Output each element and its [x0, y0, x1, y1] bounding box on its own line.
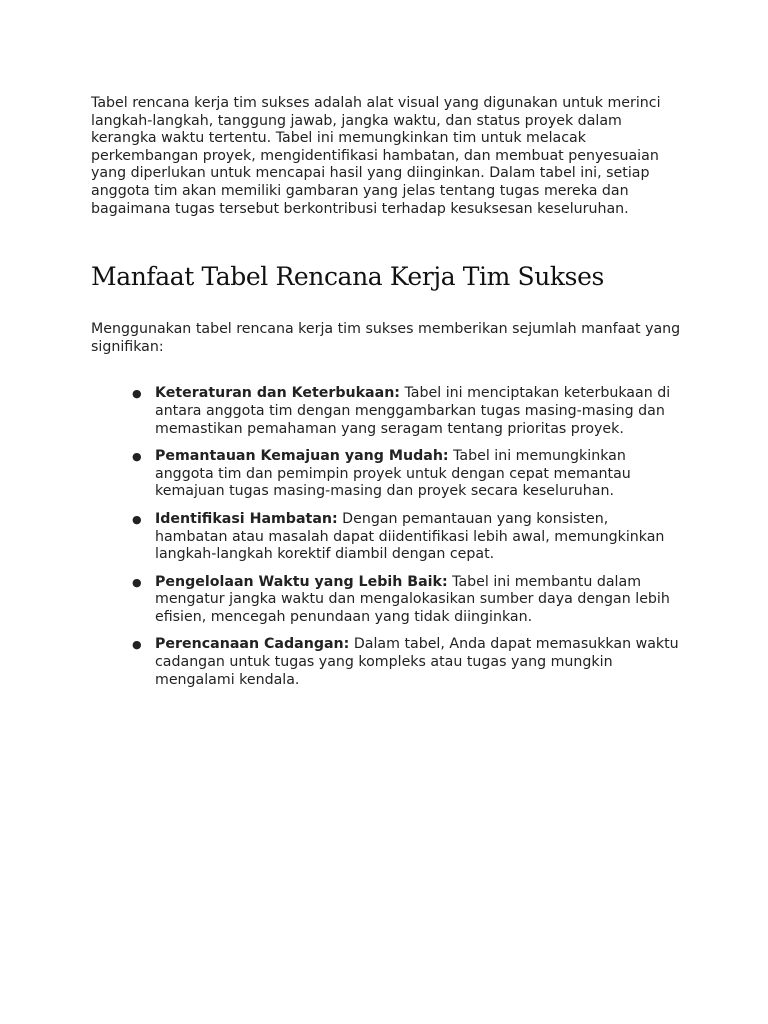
benefit-term: Identifikasi Hambatan:: [155, 510, 338, 527]
benefit-text: Tabel ini memungkinkan anggota tim dan pemimpin proyek untuk dengan cepat memantau kemajuan tugas masing-masing dan proyek secara keseluruhan.: [155, 448, 631, 500]
bullet-icon: ●: [132, 512, 142, 526]
bullet-icon: ●: [132, 450, 142, 464]
intro-paragraph: Tabel rencana kerja tim sukses adalah alat visual yang digunakan untuk merinci langkah-langkah, tanggung jawab, jangka waktu, dan status proyek dalam kerangka waktu tertentu. Tabel ini memungkinkan tim untuk melacak perkembangan proyek, mengidentifikasi hambatan, dan membuat penyesuaian yang diperlukan untuk mencapai hasil yang diinginkan. Dalam tabel ini, setiap anggota tim akan memiliki gambaran yang jelas tentang tugas mereka dan bagaimana tugas tersebut berkontribusi terhadap kesuksesan keseluruhan.: [91, 95, 661, 217]
benefit-text: Tabel ini membantu dalam mengatur jangka waktu dan mengalokasikan sumber daya dengan lebih efisien, mencegah penundaan yang tidak diinginkan.: [155, 573, 670, 625]
benefit-term: Pengelolaan Waktu yang Lebih Baik:: [155, 573, 448, 590]
benefit-item: [91, 448, 685, 501]
benefit-text: Dalam tabel, Anda dapat memasukkan waktu cadangan untuk tugas yang kompleks atau tugas yang mungkin mengalami kendala.: [155, 636, 679, 688]
bullet-icon: ●: [132, 575, 142, 589]
bullet-icon: ●: [132, 387, 142, 401]
benefit-text: Tabel ini menciptakan keterbukaan di antara anggota tim dengan menggambarkan tugas masing-masing dan memastikan pemahaman yang seragam tentang prioritas proyek.: [155, 385, 671, 437]
bullet-icon: ●: [132, 638, 142, 652]
lead-paragraph: Menggunakan tabel rencana kerja tim sukses memberikan sejumlah manfaat yang signifikan:: [91, 321, 681, 355]
benefit-item: [91, 574, 685, 627]
benefit-term: Perencanaan Cadangan:: [155, 636, 350, 653]
section-heading: Manfaat Tabel Rencana Kerja Tim Sukses: [91, 262, 604, 292]
benefit-term: Pemantauan Kemajuan yang Mudah:: [155, 448, 449, 465]
benefit-item: [91, 511, 685, 564]
benefit-term: Keteraturan dan Keterbukaan:: [155, 385, 400, 402]
benefit-item: [91, 636, 685, 689]
benefit-text: Dengan pemantauan yang konsisten, hambatan atau masalah dapat diidentifikasi lebih awal, memungkinkan langkah-langkah korektif diambil dengan cepat.: [155, 510, 665, 563]
benefit-item: [91, 385, 685, 438]
document-content: [91, 95, 691, 699]
benefit-list: [91, 385, 691, 689]
